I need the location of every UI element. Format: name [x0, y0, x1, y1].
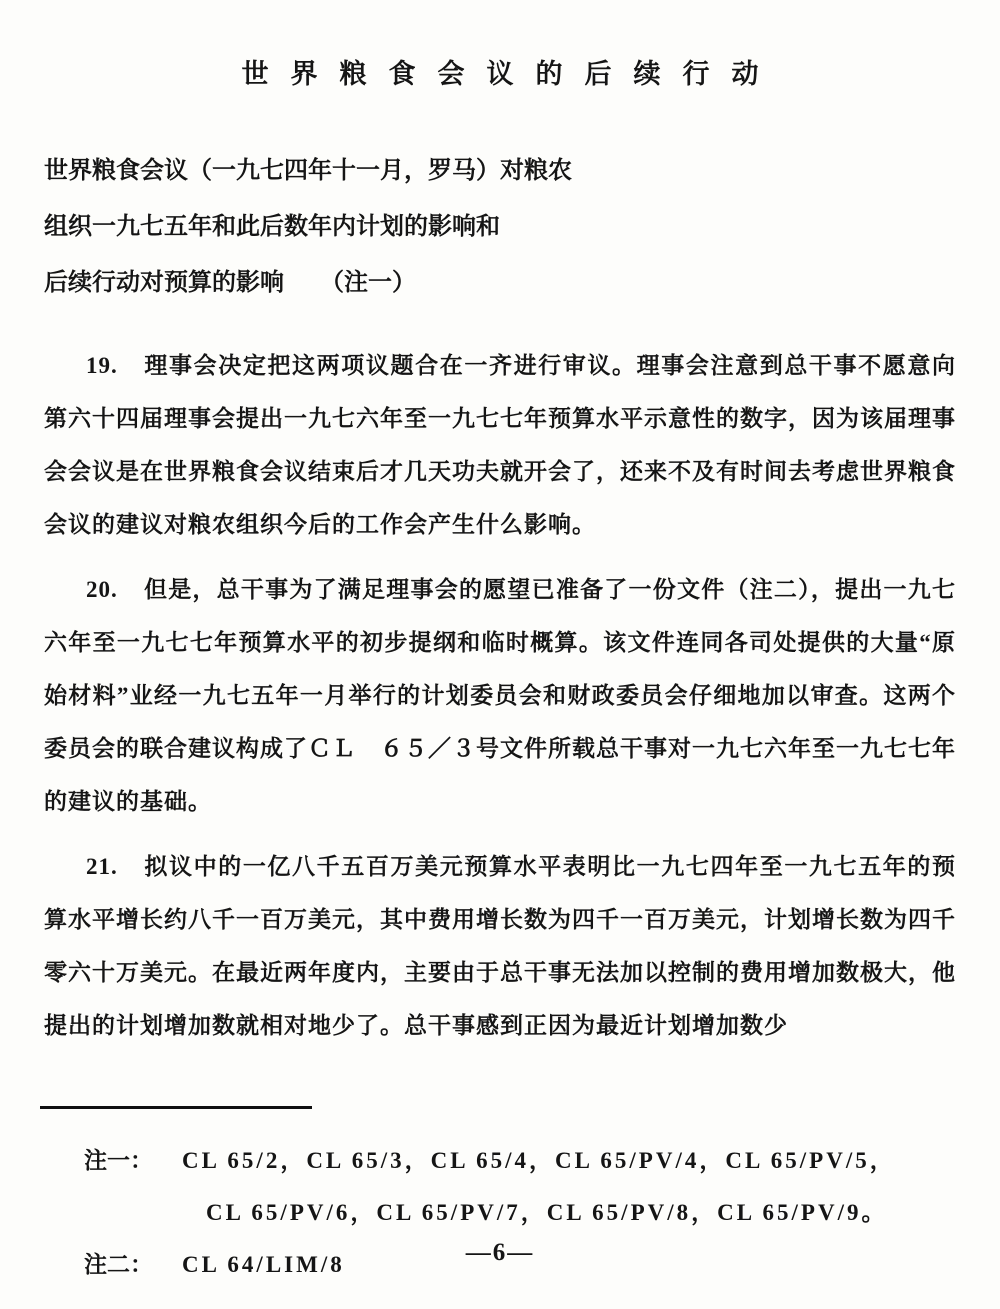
page-number: —6— [465, 1239, 535, 1266]
footnote-line: CL 65/PV/6，CL 65/PV/7，CL 65/PV/8，CL 65/PV/9。 [206, 1200, 888, 1225]
footnote-divider [40, 1106, 312, 1109]
paragraph-number: 20. [86, 577, 118, 602]
paragraph [44, 563, 956, 828]
footnote-line: CL 64/LIM/8 [182, 1252, 345, 1277]
page-title: 世界粮食会议的后续行动 [241, 59, 781, 89]
paragraph-number: 19. [86, 353, 118, 378]
subtitle-line: 世界粮食会议（一九七四年十一月，罗马）对粮农 [44, 158, 572, 184]
paragraph-text: 但是，总干事为了满足理事会的愿望已准备了一份文件（注二），提出一九七六年至一九七七年预算水平的初步提纲和临时概算。该文件连同各司处提供的大量“原始材料”业经一九七五年一月举行的计划委员会和财政委员会仔细地加以审查。这两个委员会的联合建议构成了ＣＬ ６５／３号文件所载总干事对一九七六年至一九七七年的建议的基础。 [44, 577, 956, 814]
paragraph [44, 840, 956, 1052]
footnote-1 [84, 1135, 1000, 1239]
document-subtitle [44, 143, 940, 311]
subtitle-line: 组织一九七五年和此后数年内计划的影响和 [44, 214, 500, 240]
document-body [44, 339, 956, 1052]
paragraph [44, 339, 956, 551]
footnote-line: CL 65/2，CL 65/3，CL 65/4，CL 65/PV/4，CL 65/PV/5， [182, 1148, 896, 1173]
paragraph-number: 21. [86, 854, 118, 879]
subtitle-line: 后续行动对预算的影响 （注一） [44, 270, 416, 296]
paragraph-text: 理事会决定把这两项议题合在一齐进行审议。理事会注意到总干事不愿意向第六十四届理事会提出一九七六年至一九七七年预算水平示意性的数字，因为该届理事会会议是在世界粮食会议结束后才几天功夫就开会了，还来不及有时间去考虑世界粮食会议的建议对粮农组织今后的工作会产生什么影响。 [44, 353, 956, 537]
footnote-label: 注一： [84, 1148, 153, 1173]
footnote-content [182, 1135, 896, 1239]
paragraph-text: 拟议中的一亿八千五百万美元预算水平表明比一九七四年至一九七五年的预算水平增长约八千一百万美元，其中费用增长数为四千一百万美元，计划增长数为四千零六十万美元。在最近两年度内，主要由于总干事无法加以控制的费用增加数极大，他提出的计划增加数就相对地少了。总干事感到正因为最近计划增加数少 [44, 854, 956, 1038]
footnote-label: 注二： [84, 1252, 153, 1277]
